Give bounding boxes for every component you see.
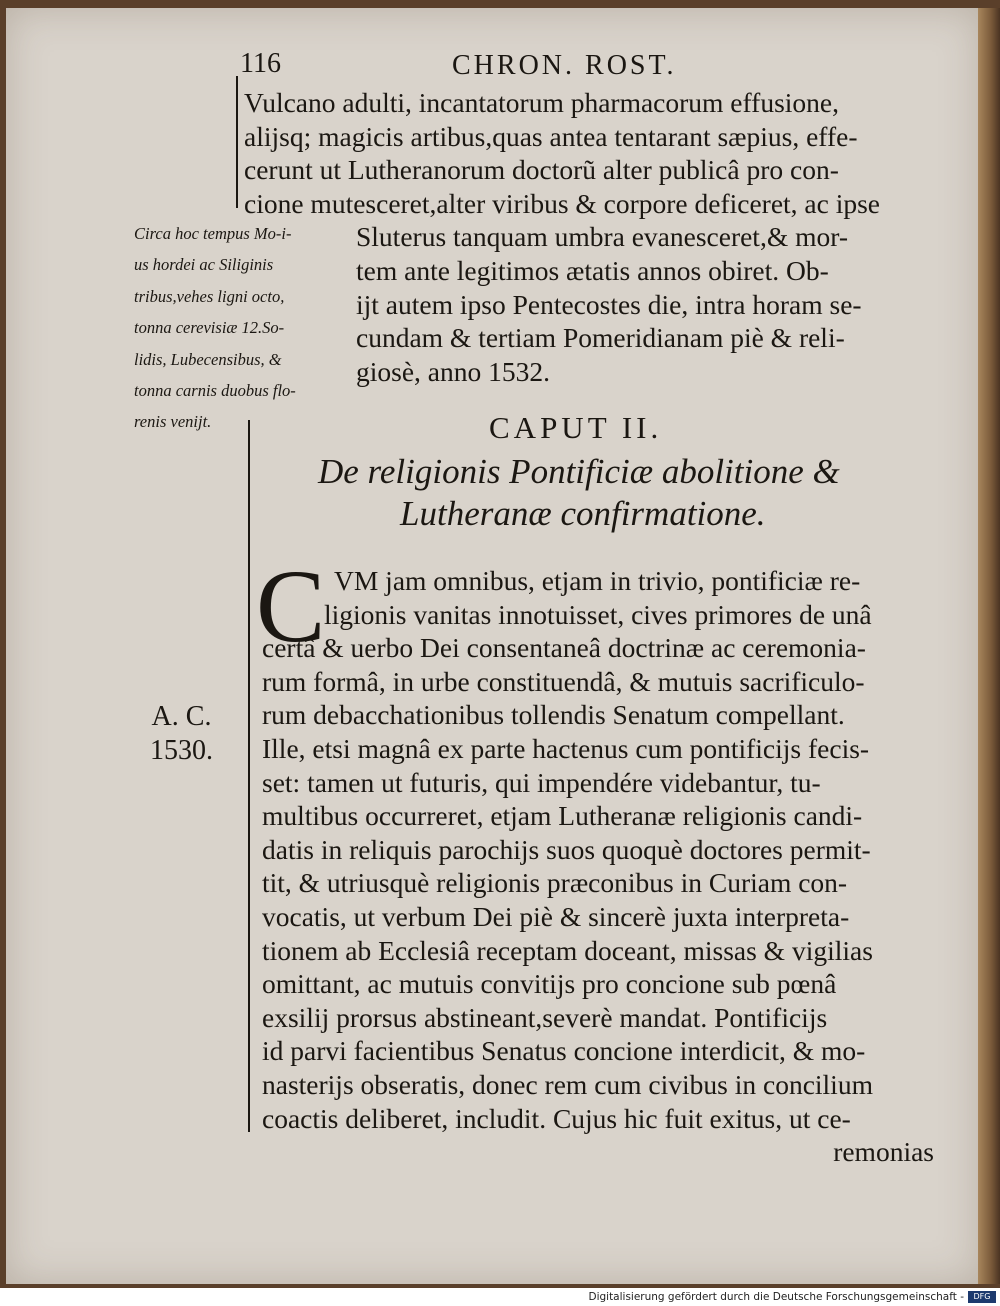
dfg-logo: DFG bbox=[968, 1291, 996, 1303]
year-note-line1: A. C. bbox=[151, 701, 212, 732]
chapter-title: CAPUT II. bbox=[489, 410, 663, 445]
text-line: alijsq; magicis artibus,quas antea tentarant sæpius, effe- bbox=[244, 120, 858, 152]
page-edge bbox=[978, 8, 1000, 1284]
text-line: exsilij prorsus abstineant,severè mandat. Pontificijs bbox=[262, 1001, 828, 1033]
text-line: ijt autem ipso Pentecostes die, intra horam se- bbox=[356, 288, 862, 320]
marginal-line: Circa hoc tempus Mo-i- bbox=[134, 224, 292, 243]
text-line: tem ante legitimos ætatis annos obiret. Ob- bbox=[356, 254, 829, 286]
text-line: giosè, anno 1532. bbox=[356, 355, 551, 387]
text-line: cione mutesceret,alter viribus & corpore deficeret, ac ipse bbox=[244, 187, 881, 219]
marginal-line: us hordei ac Siliginis bbox=[134, 255, 274, 275]
marginal-line: tonna carnis duobus flo- bbox=[134, 381, 296, 401]
text-line: omittant, ac mutuis convitijs pro concione sub pœnâ bbox=[262, 968, 837, 1000]
top-paragraph bbox=[244, 86, 944, 388]
funding-notice: Digitalisierung gefördert durch die Deutsche Forschungsgemeinschaft - bbox=[588, 1291, 964, 1303]
text-line: vocatis, ut verbum Dei piè & sincerè juxta interpreta- bbox=[262, 900, 850, 932]
text-line: certâ & uerbo Dei consentaneâ doctrinæ ac ceremonia- bbox=[262, 632, 866, 664]
text-line: tionem ab Ecclesiâ receptam doceant, missas & vigilias bbox=[262, 934, 873, 966]
margin-rule-main bbox=[248, 420, 250, 1132]
text-line: datis in reliquis parochijs suos quoquè doctores permit- bbox=[262, 833, 871, 865]
text-line: id parvi facientibus Senatus concione interdicit, & mo- bbox=[262, 1035, 866, 1067]
year-note bbox=[150, 700, 213, 768]
marginal-line: tonna cerevisiæ 12.So- bbox=[134, 318, 285, 338]
marginal-line: tribus,vehes ligni octo, bbox=[134, 286, 285, 306]
marginal-line: renis venijt. bbox=[134, 412, 212, 432]
footer-bar bbox=[0, 1288, 1000, 1306]
text-line: rum debacchationibus tollendis Senatum compellant. bbox=[262, 699, 845, 731]
text-line: Ille, etsi magnâ ex parte hactenus cum pontificijs fecis- bbox=[262, 732, 870, 764]
running-title: CHRON. ROST. bbox=[452, 50, 677, 81]
drop-cap: C bbox=[256, 549, 326, 664]
text-line: ligionis vanitas innotuisset, cives primores de unâ bbox=[324, 598, 872, 630]
text-line: coactis deliberet, includit. Cujus hic fuit exitus, ut ce- bbox=[262, 1102, 851, 1134]
text-line: Vulcano adulti, incantatorum pharmacorum effusione, bbox=[244, 87, 840, 118]
chapter-subtitle-line1: De religionis Pontificiæ abolitione & bbox=[318, 452, 840, 491]
main-paragraph bbox=[262, 564, 934, 1169]
text-line: Sluterus tanquam umbra evanesceret,& mor- bbox=[356, 221, 848, 253]
text-line: cundam & tertiam Pomeridianam piè & reli- bbox=[356, 322, 845, 354]
margin-rule-top bbox=[236, 76, 238, 208]
marginal-line: lidis, Lubecensibus, & bbox=[134, 349, 282, 369]
text-line: cerunt ut Lutheranorum doctorũ alter publicâ pro con- bbox=[244, 154, 839, 186]
text-line: set: tamen ut futuris, qui impendére videbantur, tu- bbox=[262, 766, 821, 798]
catchword: remonias bbox=[833, 1136, 934, 1168]
marginal-note bbox=[134, 218, 344, 438]
text-line: tit, & utriusquè religionis præconibus in Curiam con- bbox=[262, 867, 848, 899]
text-line: rum formâ, in urbe constituendâ, & mutuis sacrificulo- bbox=[262, 665, 865, 697]
text-line: multibus occurreret, etjam Lutheranæ religionis candi- bbox=[262, 800, 863, 832]
page-number: 116 bbox=[240, 48, 281, 79]
chapter-subtitle-line2: Lutheranæ confirmatione. bbox=[400, 494, 766, 533]
text-line: nasterijs obseratis, donec rem cum civibus in concilium bbox=[262, 1068, 873, 1100]
year-note-line2: 1530. bbox=[150, 735, 213, 766]
text-line: VM jam omnibus, etjam in trivio, pontificiæ re- bbox=[334, 565, 861, 596]
